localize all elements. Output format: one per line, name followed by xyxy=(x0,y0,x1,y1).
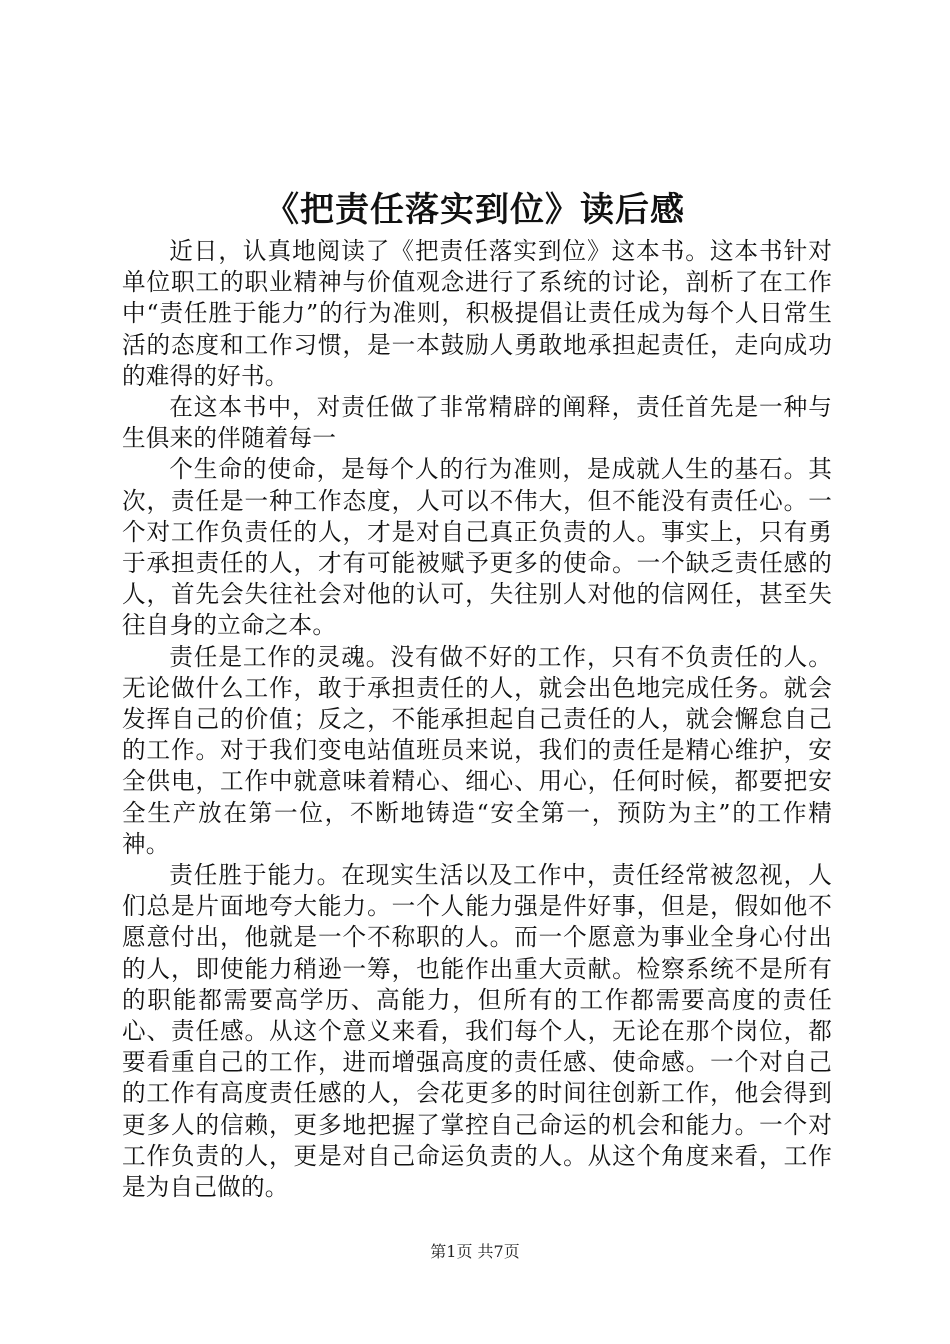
paragraph-soul-of-work: 责任是工作的灵魂。没有做不好的工作，只有不负责任的人。无论做什么工作，敢于承担责任的人，就会出色地完成任务。就会发挥自己的价值；反之，不能承担起自己责任的人，就会懈怠自己的工作。对于我们变电站值班员来说，我们的责任是精心维护，安全供电，工作中就意味着精心、细心、用心，任何时候，都要把安全生产放在第一位，不断地铸造“安全第一，预防为主”的工作精神。 xyxy=(122,642,832,858)
paragraph-responsibility-over-ability: 责任胜于能力。在现实生活以及工作中，责任经常被忽视，人们总是片面地夸大能力。一个人能力强是件好事，但是，假如他不愿意付出，他就是一个不称职的人。而一个愿意为事业全身心付出的人，即使能力稍逊一筹，也能作出重大贡献。检察系统不是所有的职能都需要高学历、高能力，但所有的工作都需要高度的责任心、责任感。从这个意义来看，我们每个人，无论在那个岗位，都要看重自己的工作，进而增强高度的责任感、使命感。一个对自己的工作有高度责任感的人，会花更多的时间往创新工作，他会得到更多人的信赖，更多地把握了掌控自己命运的机会和能力。一个对工作负责的人，更是对自己命运负责的人。从这个角度来看，工作是为自己做的。 xyxy=(122,861,832,1202)
paragraph-explanation-continued: 个生命的使命，是每个人的行为准则，是成就人生的基石。其次，责任是一种工作态度，人可以不伟大，但不能没有责任心。一个对工作负责任的人，才是对自己真正负责的人。事实上，只有勇于承担责任的人，才有可能被赋予更多的使命。一个缺乏责任感的人，首先会失往社会对他的认可，失往别人对他的信网任，甚至失往自身的立命之本。 xyxy=(122,455,832,640)
document-title: 《把责任落实到位》读后感 xyxy=(265,190,685,230)
page-number-footer: 第1页 共7页 xyxy=(430,1242,520,1261)
paragraph-intro: 近日，认真地阅读了《把责任落实到位》这本书。这本书针对单位职工的职业精神与价值观念进行了系统的讨论，剖析了在工作中“责任胜于能力”的行为准则，积极提倡让责任成为每个人日常生活的态度和工作习惯，是一本鼓励人勇敢地承担起责任，走向成功的难得的好书。 xyxy=(122,237,832,390)
paragraph-explanation-start: 在这本书中，对责任做了非常精辟的阐释，责任首先是一种与生俱来的伴随着每一 xyxy=(122,393,832,453)
document-body xyxy=(122,236,832,1203)
